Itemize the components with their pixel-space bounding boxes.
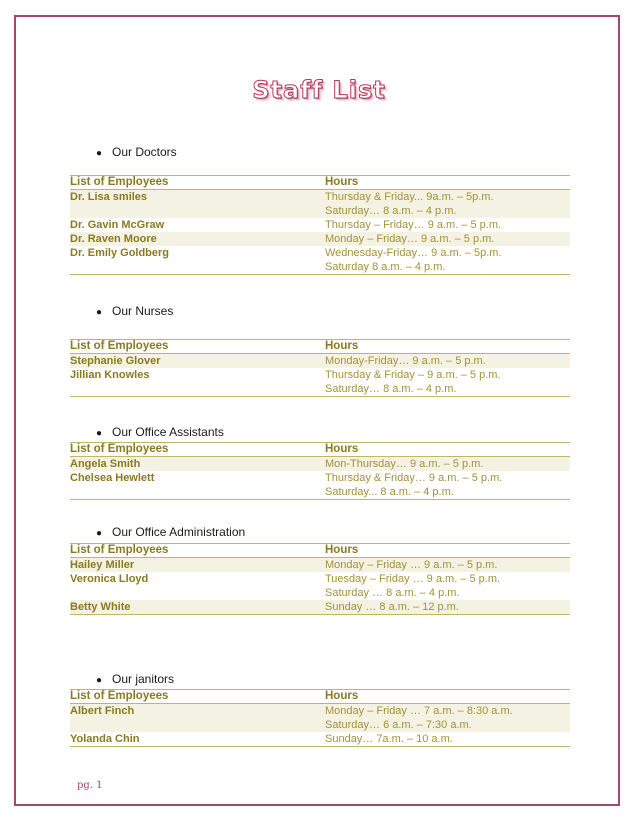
- section-heading-label: Our Nurses: [112, 304, 174, 318]
- table-header-row: [70, 340, 570, 354]
- table-header-row: [70, 690, 570, 704]
- table-header-row: [70, 176, 570, 190]
- page-number: pg. 1: [77, 780, 103, 791]
- section-heading-office-administration: [96, 525, 245, 539]
- employee-name: Hailey Miller: [70, 558, 325, 573]
- nurses-table: [70, 339, 570, 397]
- section-heading-office-assistants: [96, 425, 224, 439]
- employee-hours: [325, 190, 570, 219]
- section-heading-label: Our janitors: [112, 672, 175, 686]
- employee-hours: [325, 232, 570, 246]
- column-header-employee: List of Employees: [70, 544, 325, 558]
- hours-line: Wednesday-Friday… 9 a.m. – 5p.m.: [325, 247, 502, 259]
- table-row: [70, 368, 570, 397]
- employee-hours: [325, 572, 570, 600]
- hours-line: Sunday… 7a.m. – 10 a.m.: [325, 733, 453, 745]
- table-row: [70, 354, 570, 369]
- employee-hours: [325, 246, 570, 275]
- hours-line: Saturday 8 a.m. – 4 p.m.: [325, 261, 446, 273]
- janitors-table: [70, 689, 570, 747]
- table-row: [70, 218, 570, 232]
- bullet-icon: ●: [96, 148, 103, 159]
- table-row: [70, 704, 570, 733]
- hours-line: Monday-Friday… 9 a.m. – 5 p.m.: [325, 355, 486, 367]
- bullet-icon: ●: [96, 307, 103, 318]
- table-row: [70, 190, 570, 219]
- employee-name: Dr. Emily Goldberg: [70, 246, 325, 275]
- employee-name: Dr. Lisa smiles: [70, 190, 325, 219]
- column-header-employee: List of Employees: [70, 443, 325, 457]
- employee-hours: [325, 368, 570, 397]
- hours-line: Saturday… 6 a.m. – 7:30 a.m.: [325, 719, 472, 731]
- bullet-icon: ●: [96, 675, 103, 686]
- hours-line: Saturday... 8 a.m. – 4 p.m.: [325, 486, 454, 498]
- employee-hours: [325, 354, 570, 369]
- hours-line: Thursday – Friday… 9 a.m. – 5 p.m.: [325, 219, 502, 231]
- employee-name: Albert Finch: [70, 704, 325, 733]
- bullet-icon: ●: [96, 528, 103, 539]
- table-header-row: [70, 443, 570, 457]
- table-row: [70, 558, 570, 573]
- employee-name: Jillian Knowles: [70, 368, 325, 397]
- column-header-employee: List of Employees: [70, 340, 325, 354]
- employee-hours: [325, 600, 570, 615]
- employee-name: Stephanie Glover: [70, 354, 325, 369]
- table-row: [70, 732, 570, 747]
- employee-hours: [325, 457, 570, 472]
- hours-line: Monday – Friday … 9 a.m. – 5 p.m.: [325, 559, 498, 571]
- column-header-employee: List of Employees: [70, 176, 325, 190]
- employee-name: Yolanda Chin: [70, 732, 325, 747]
- column-header-hours: Hours: [325, 340, 570, 354]
- hours-line: Saturday … 8 a.m. – 4 p.m.: [325, 587, 460, 599]
- hours-line: Thursday & Friday... 9a.m. – 5p.m.: [325, 191, 494, 203]
- employee-name: Betty White: [70, 600, 325, 615]
- column-header-hours: Hours: [325, 443, 570, 457]
- section-heading-doctors: [96, 145, 177, 159]
- employee-hours: [325, 218, 570, 232]
- hours-line: Mon-Thursday… 9 a.m. – 5 p.m.: [325, 458, 484, 470]
- hours-line: Tuesday – Friday … 9 a.m. – 5 p.m.: [325, 573, 501, 585]
- section-heading-label: Our Office Assistants: [112, 425, 224, 439]
- column-header-employee: List of Employees: [70, 690, 325, 704]
- hours-line: Monday – Friday … 7 a.m. – 8:30 a.m.: [325, 705, 513, 717]
- bullet-icon: ●: [96, 428, 103, 439]
- table-header-row: [70, 544, 570, 558]
- table-row: [70, 600, 570, 615]
- section-heading-label: Our Doctors: [112, 145, 177, 159]
- hours-line: Thursday & Friday… 9 a.m. – 5 p.m.: [325, 472, 503, 484]
- section-heading-janitors: [96, 672, 174, 686]
- page-title: Staff List: [252, 76, 386, 104]
- column-header-hours: Hours: [325, 690, 570, 704]
- office-administration-table: [70, 543, 570, 615]
- table-row: [70, 471, 570, 500]
- column-header-hours: Hours: [325, 544, 570, 558]
- table-row: [70, 232, 570, 246]
- employee-hours: [325, 732, 570, 747]
- employee-name: Dr. Raven Moore: [70, 232, 325, 246]
- hours-line: Thursday & Friday – 9 a.m. – 5 p.m.: [325, 369, 501, 381]
- employee-hours: [325, 558, 570, 573]
- employee-name: Chelsea Hewlett: [70, 471, 325, 500]
- table-row: [70, 457, 570, 472]
- table-row: [70, 246, 570, 275]
- table-row: [70, 572, 570, 600]
- section-heading-nurses: [96, 304, 173, 318]
- employee-name: Veronica Lloyd: [70, 573, 149, 585]
- doctors-table: [70, 175, 570, 275]
- column-header-hours: Hours: [325, 176, 570, 190]
- section-heading-label: Our Office Administration: [112, 525, 246, 539]
- page-border: [14, 15, 620, 806]
- hours-line: Sunday … 8 a.m. – 12 p.m.: [325, 601, 459, 613]
- hours-line: Saturday… 8 a.m. – 4 p.m.: [325, 205, 457, 217]
- hours-line: Monday – Friday… 9 a.m. – 5 p.m.: [325, 233, 495, 245]
- employee-name: Dr. Gavin McGraw: [70, 219, 165, 231]
- employee-hours: [325, 471, 570, 500]
- office-assistants-table: [70, 442, 570, 500]
- employee-name: Angela Smith: [70, 457, 325, 472]
- hours-line: Saturday… 8 a.m. – 4 p.m.: [325, 383, 457, 395]
- employee-hours: [325, 704, 570, 733]
